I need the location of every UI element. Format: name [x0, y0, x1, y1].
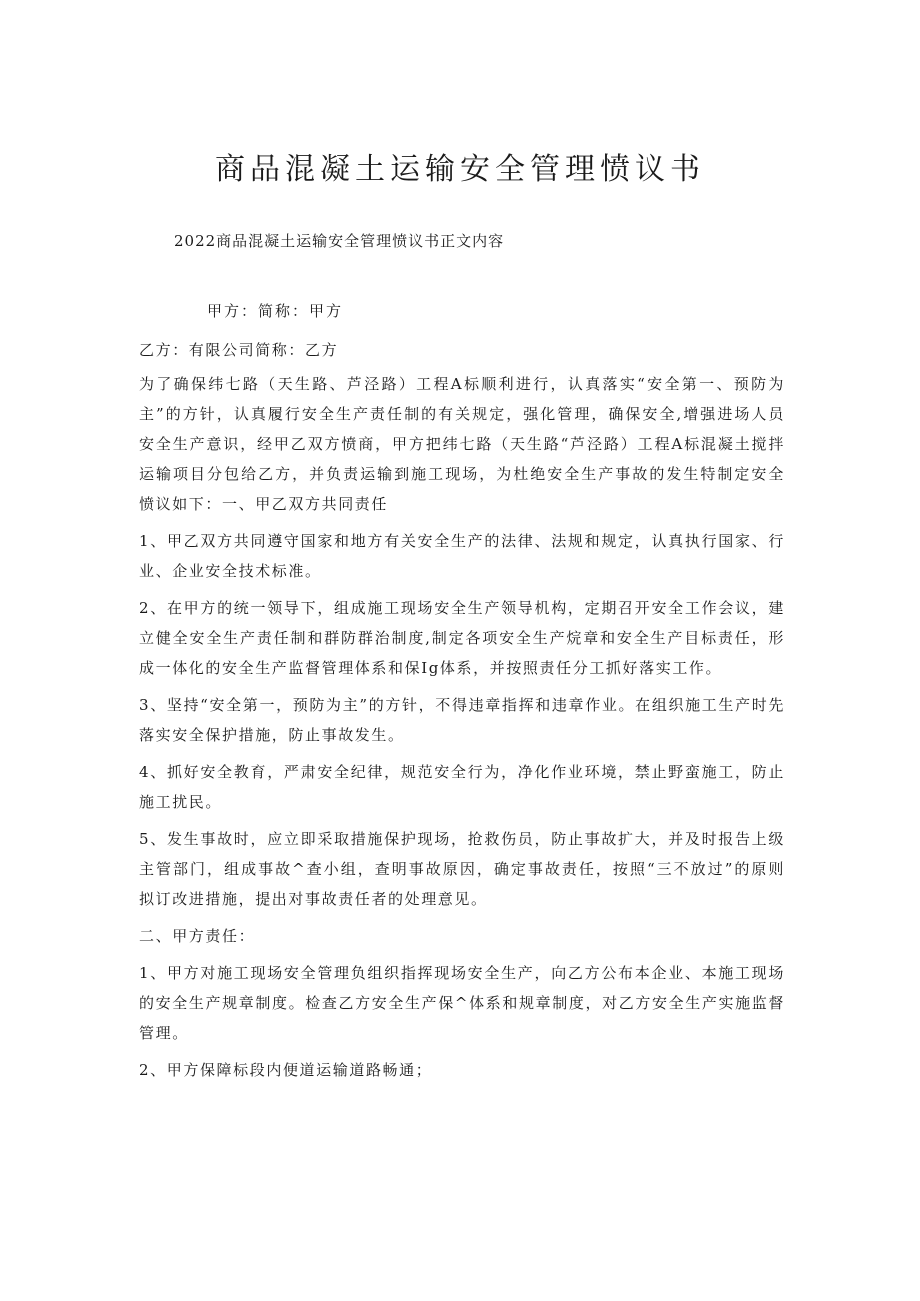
clause-1-2: 2、在甲方的统一领导下，组成施工现场安全生产领导机构，定期召开安全工作会议，建立健全安全生产责任制和群防群治制度,制定各项安全生产烷章和安全生产目标责任，形成一体化的安全生产监督管理体系和保Ig体系，并按照责任分工抓好落实工作。 [139, 599, 785, 677]
document-title: 商品混凝土运输安全管理愤议书 [215, 152, 705, 187]
document-subtitle: 2022商品混凝土运输安全管理愤议书正文内容 [174, 232, 505, 250]
section-2-heading: 二、甲方责任： [139, 927, 256, 945]
party-b-line: 乙方：有限公司简称：乙方 [139, 341, 339, 359]
clause-1-5: 5、发生事故时，应立即采取措施保护现场，抢救伤员，防止事故扩大，并及时报告上级主管部门，组成事故^查小组，查明事故原因，确定事故责任，按照“三不放过”的原则拟订改进措施，提出对事故责任者的处理意见。 [139, 830, 785, 908]
document-body [139, 335, 785, 1092]
preamble-paragraph: 为了确保纬七路（天生路、芦泾路）工程A标顺利进行，认真落实“安全第一、预防为主”的方针，认真履行安全生产责任制的有关规定，强化管理，确保安全,增强进场人员安全生产意识，经甲乙双方愤商，甲方把纬七路（天生路“芦泾路）工程A标混凝土搅拌运输项目分包给乙方，并负责运输到施工现场，为杜绝安全生产事故的发生特制定安全愤议如下：一、甲乙双方共同责任 [139, 375, 785, 513]
clause-1-4: 4、抓好安全教育，严肃安全纪律，规范安全行为，净化作业环境，禁止野蛮施工，防止施工扰民。 [139, 763, 785, 811]
party-a-line: 甲方：简称：甲方 [207, 302, 344, 320]
clause-2-1: 1、甲方对施工现场安全管理负组织指挥现场安全生产，向乙方公布本企业、本施工现场的安全生产规章制度。检查乙方安全生产保^体系和规章制度，对乙方安全生产实施监督管理。 [139, 964, 785, 1042]
clause-1-3: 3、坚持“安全第一，预防为主”的方针，不得违章指挥和违章作业。在组织施工生产时先落实安全保护措施，防止事故发生。 [139, 696, 785, 744]
clause-2-2: 2、甲方保障标段内便道运输道路畅通； [139, 1061, 433, 1079]
clause-1-1: 1、甲乙双方共同遵守国家和地方有关安全生产的法律、法规和规定，认真执行国家、行业、企业安全技术标准。 [139, 532, 785, 580]
